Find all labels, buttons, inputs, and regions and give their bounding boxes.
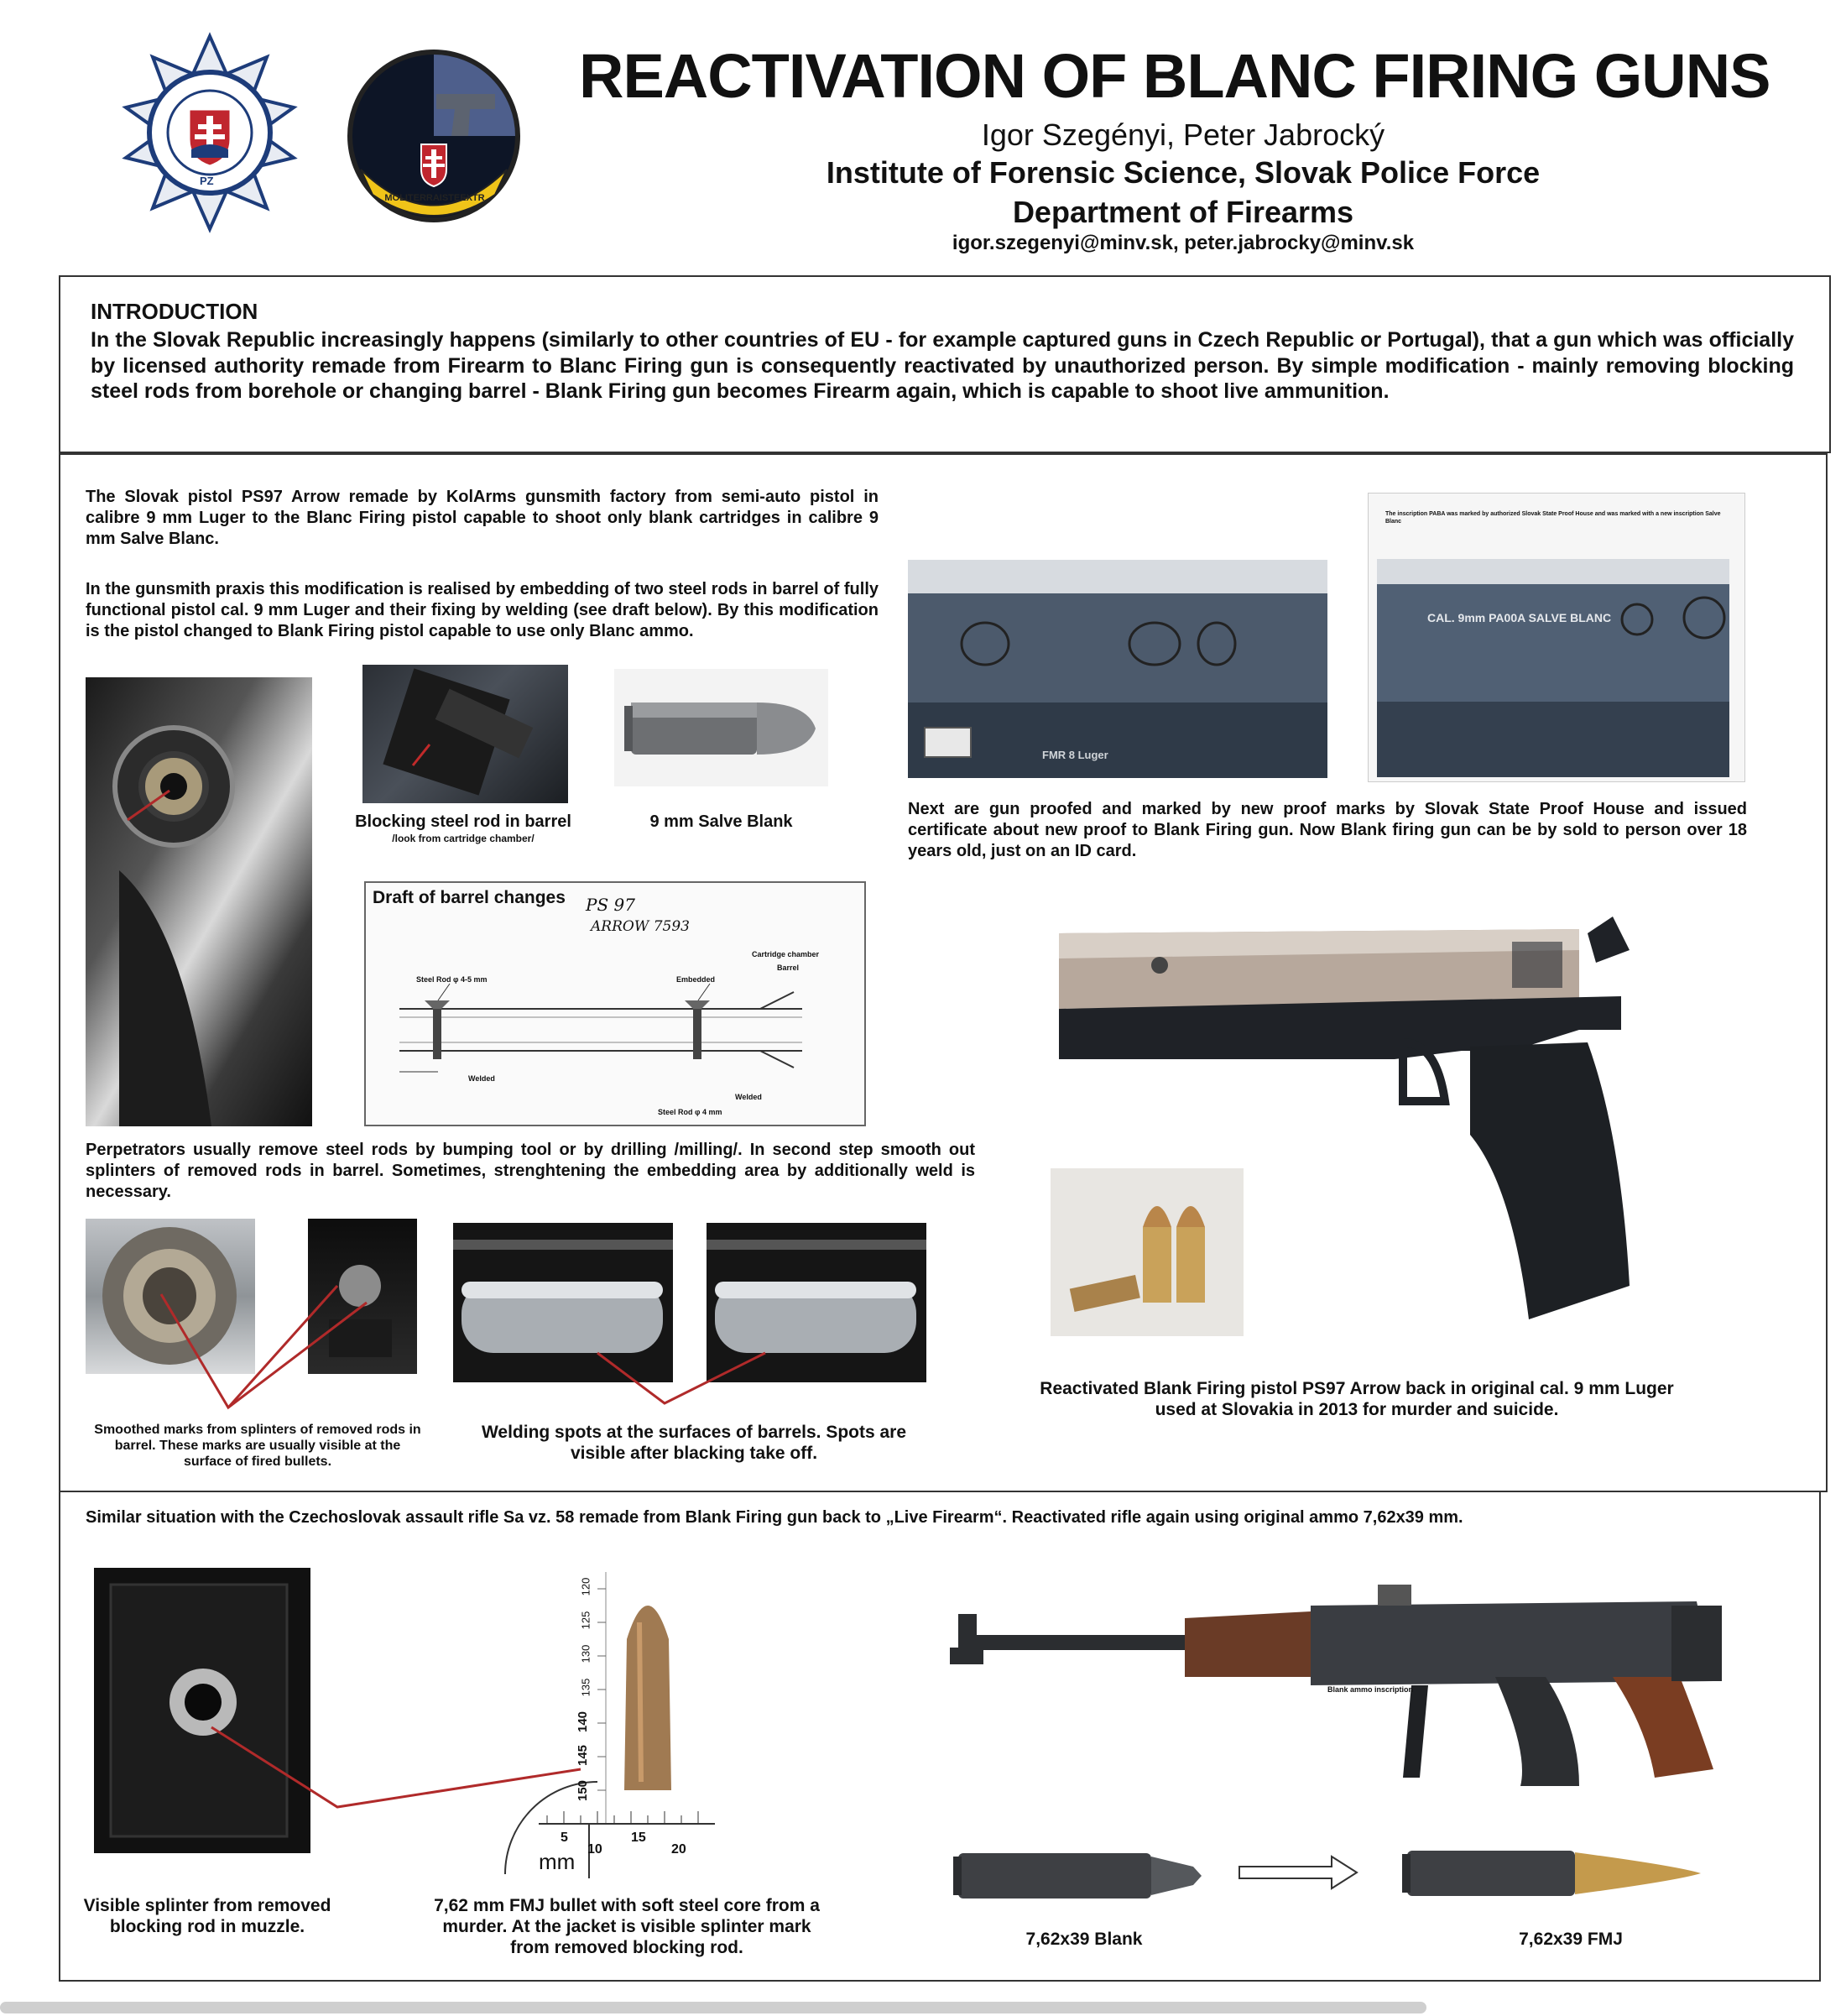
scale-label-150: 150: [576, 1779, 591, 1802]
blank-cartridge-photo: [950, 1836, 1210, 1912]
proof-mark-photo-right: [1377, 559, 1729, 777]
police-star-emblem-icon: [117, 32, 302, 233]
draft-label-barrel: Barrel: [777, 964, 800, 972]
proof-caption: Next are gun proofed and marked by new proof marks by Slovak State Proof House and issued certificate about new proof to Blank Firing gun. Now Blank firing gun can be by sold to person over 18 years old, just on an ID card.: [908, 800, 1747, 860]
pointer-lines: [60, 455, 983, 1494]
rifle-section: [59, 1491, 1821, 1982]
horizontal-scrollbar[interactable]: [0, 2002, 1426, 2013]
reactivated-pistol-frame: [1042, 883, 1671, 1353]
draft-label-rod2: Steel Rod φ 4 mm: [658, 1108, 722, 1116]
rifle-photo: [941, 1559, 1772, 1811]
logo-right: [344, 44, 524, 237]
draft-label-rod1: Steel Rod φ 4-5 mm: [416, 975, 488, 984]
proof-inscription-note: The inscription PABA was marked by authorized Slovak State Proof House and was marked with a new inscription Salve Blanc: [1385, 511, 1721, 525]
bullet-pointer-line: [60, 1492, 732, 1828]
proof-stamp-text-left: FMR 8 Luger: [1042, 749, 1108, 761]
pistol-intro-text: The Slovak pistol PS97 Arrow remade by KolArms gunsmith factory from semi-auto pistol in calibre 9 mm Luger to the Blanc Firing pistol capable to shoot only blank cartridges in calibre 9 mm Salve Blanc.: [86, 488, 879, 548]
fmj-cartridge-caption: 7,62x39 FMJ: [1519, 1930, 1623, 1949]
ruler-label-15: 15: [631, 1831, 646, 1845]
scale-label-125: 125: [579, 1611, 592, 1630]
reactivated-pistol-caption: Reactivated Blank Firing pistol PS97 Arrow back in original cal. 9 mm Luger used at Slovakia in 2013 for murder and suicide.: [1040, 1379, 1674, 1420]
arrow-icon: [1235, 1851, 1361, 1893]
blocking-rod-caption: Blocking steel rod in barrel: [355, 812, 571, 831]
ruler-unit: mm: [539, 1849, 576, 1874]
blocking-rod-subcaption: /look from cartridge chamber/: [392, 833, 535, 844]
draft-label-embedded: Embedded: [676, 975, 716, 984]
pistol-modification-text: In the gunsmith praxis this modification is realised by embedding of two steel rods in barrel of fully functional pistol cal. 9 mm Luger and their fixing by welding (see draft below). By this modification is the pistol changed to Blank Firing pistol capable to use only Blanc ammo.: [86, 580, 879, 640]
department: Department of Firearms: [1012, 195, 1354, 229]
scale-label-145: 145: [576, 1744, 591, 1767]
logo-left: [117, 32, 302, 233]
rifle-blank-inscription-note: Blank ammo inscription: [1327, 1685, 1414, 1694]
ruler-label-10: 10: [587, 1842, 602, 1857]
blank-cartridge-caption: 7,62x39 Blank: [1025, 1930, 1143, 1949]
scale-label-130: 130: [579, 1644, 592, 1663]
draft-note-serial: ARROW 7593: [591, 918, 690, 935]
contact-emails: igor.szegenyi@minv.sk, peter.jabrocky@minv.sk: [952, 232, 1415, 254]
page-title: REACTIVATION OF BLANC FIRING GUNS: [579, 41, 1770, 111]
scale-label-120: 120: [579, 1577, 592, 1596]
institute: Institute of Forensic Science, Slovak Police Force: [826, 155, 1541, 190]
perpetrators-text: Perpetrators usually remove steel rods by bumping tool or by drilling /milling/. In second step smooth out splinters of removed rods in barrel. Sometimes, strenghtening the embedding area by additionally weld is necessary.: [86, 1141, 975, 1201]
proof-mark-frame-right: [1368, 493, 1745, 782]
draft-label-welded1: Welded: [468, 1074, 495, 1083]
authors: Igor Szegényi, Peter Jabrocký: [981, 118, 1385, 152]
introduction-heading: INTRODUCTION: [91, 299, 258, 324]
scale-label-135: 135: [579, 1678, 592, 1697]
scale-label-140: 140: [576, 1710, 591, 1733]
firearms-emblem-icon: [344, 44, 524, 237]
proof-stamp-text-right: CAL. 9mm PA00A SALVE BLANC: [1427, 611, 1612, 624]
draft-note-model: PS 97: [586, 895, 635, 915]
bullet-caption: 7,62 mm FMJ bullet with soft steel core from a murder. At the jacket is visible splinter mark from removed blocking rod.: [434, 1896, 820, 1958]
draft-title: Draft of barrel changes: [373, 888, 566, 907]
fmj-cartridge-photo: [1399, 1832, 1709, 1912]
introduction-box: [59, 275, 1831, 453]
welding-spots-caption: Welding spots at the surfaces of barrels. Spots are visible after blacking take off.: [481, 1423, 907, 1464]
draft-label-chamber: Cartridge chamber: [752, 950, 820, 958]
smoothed-marks-caption: Smoothed marks from splinters of removed rods in barrel. These marks are usually visible at the surface of fired bullets.: [94, 1423, 421, 1470]
logo-left-bottom-text: PZ: [200, 175, 214, 187]
pistol-section: [59, 453, 1828, 1492]
logo-right-banner-text: MOLITERRAISTEEXTR: [384, 193, 485, 203]
ruler-label-5: 5: [561, 1831, 568, 1845]
ruler-label-20: 20: [671, 1842, 686, 1857]
salve-blank-caption: 9 mm Salve Blank: [649, 812, 793, 831]
rifle-intro-text: Similar situation with the Czechoslovak assault rifle Sa vz. 58 remade from Blank Firing gun back to „Live Firearm“. Reactivated rifle again using original ammo 7,62x39 mm.: [86, 1508, 1463, 1527]
fmj-cartridges-photo: [1051, 1168, 1244, 1336]
draft-label-welded2: Welded: [735, 1093, 762, 1101]
introduction-text: In the Slovak Republic increasingly happens (similarly to other countries of EU - for example captured guns in Czech Republic or Portugal), that a gun which was officially by licensed authority remade from Firearm to Blanc Firing gun is consequently reactivated by unauthorized person. By simple modification - mainly removing blocking steel rods from borehole or changing barrel - Blank Firing gun becomes Firearm again, which is capable to shoot live ammunition.: [91, 328, 1794, 403]
muzzle-caption: Visible splinter from removed blocking rod in muzzle.: [83, 1896, 331, 1937]
